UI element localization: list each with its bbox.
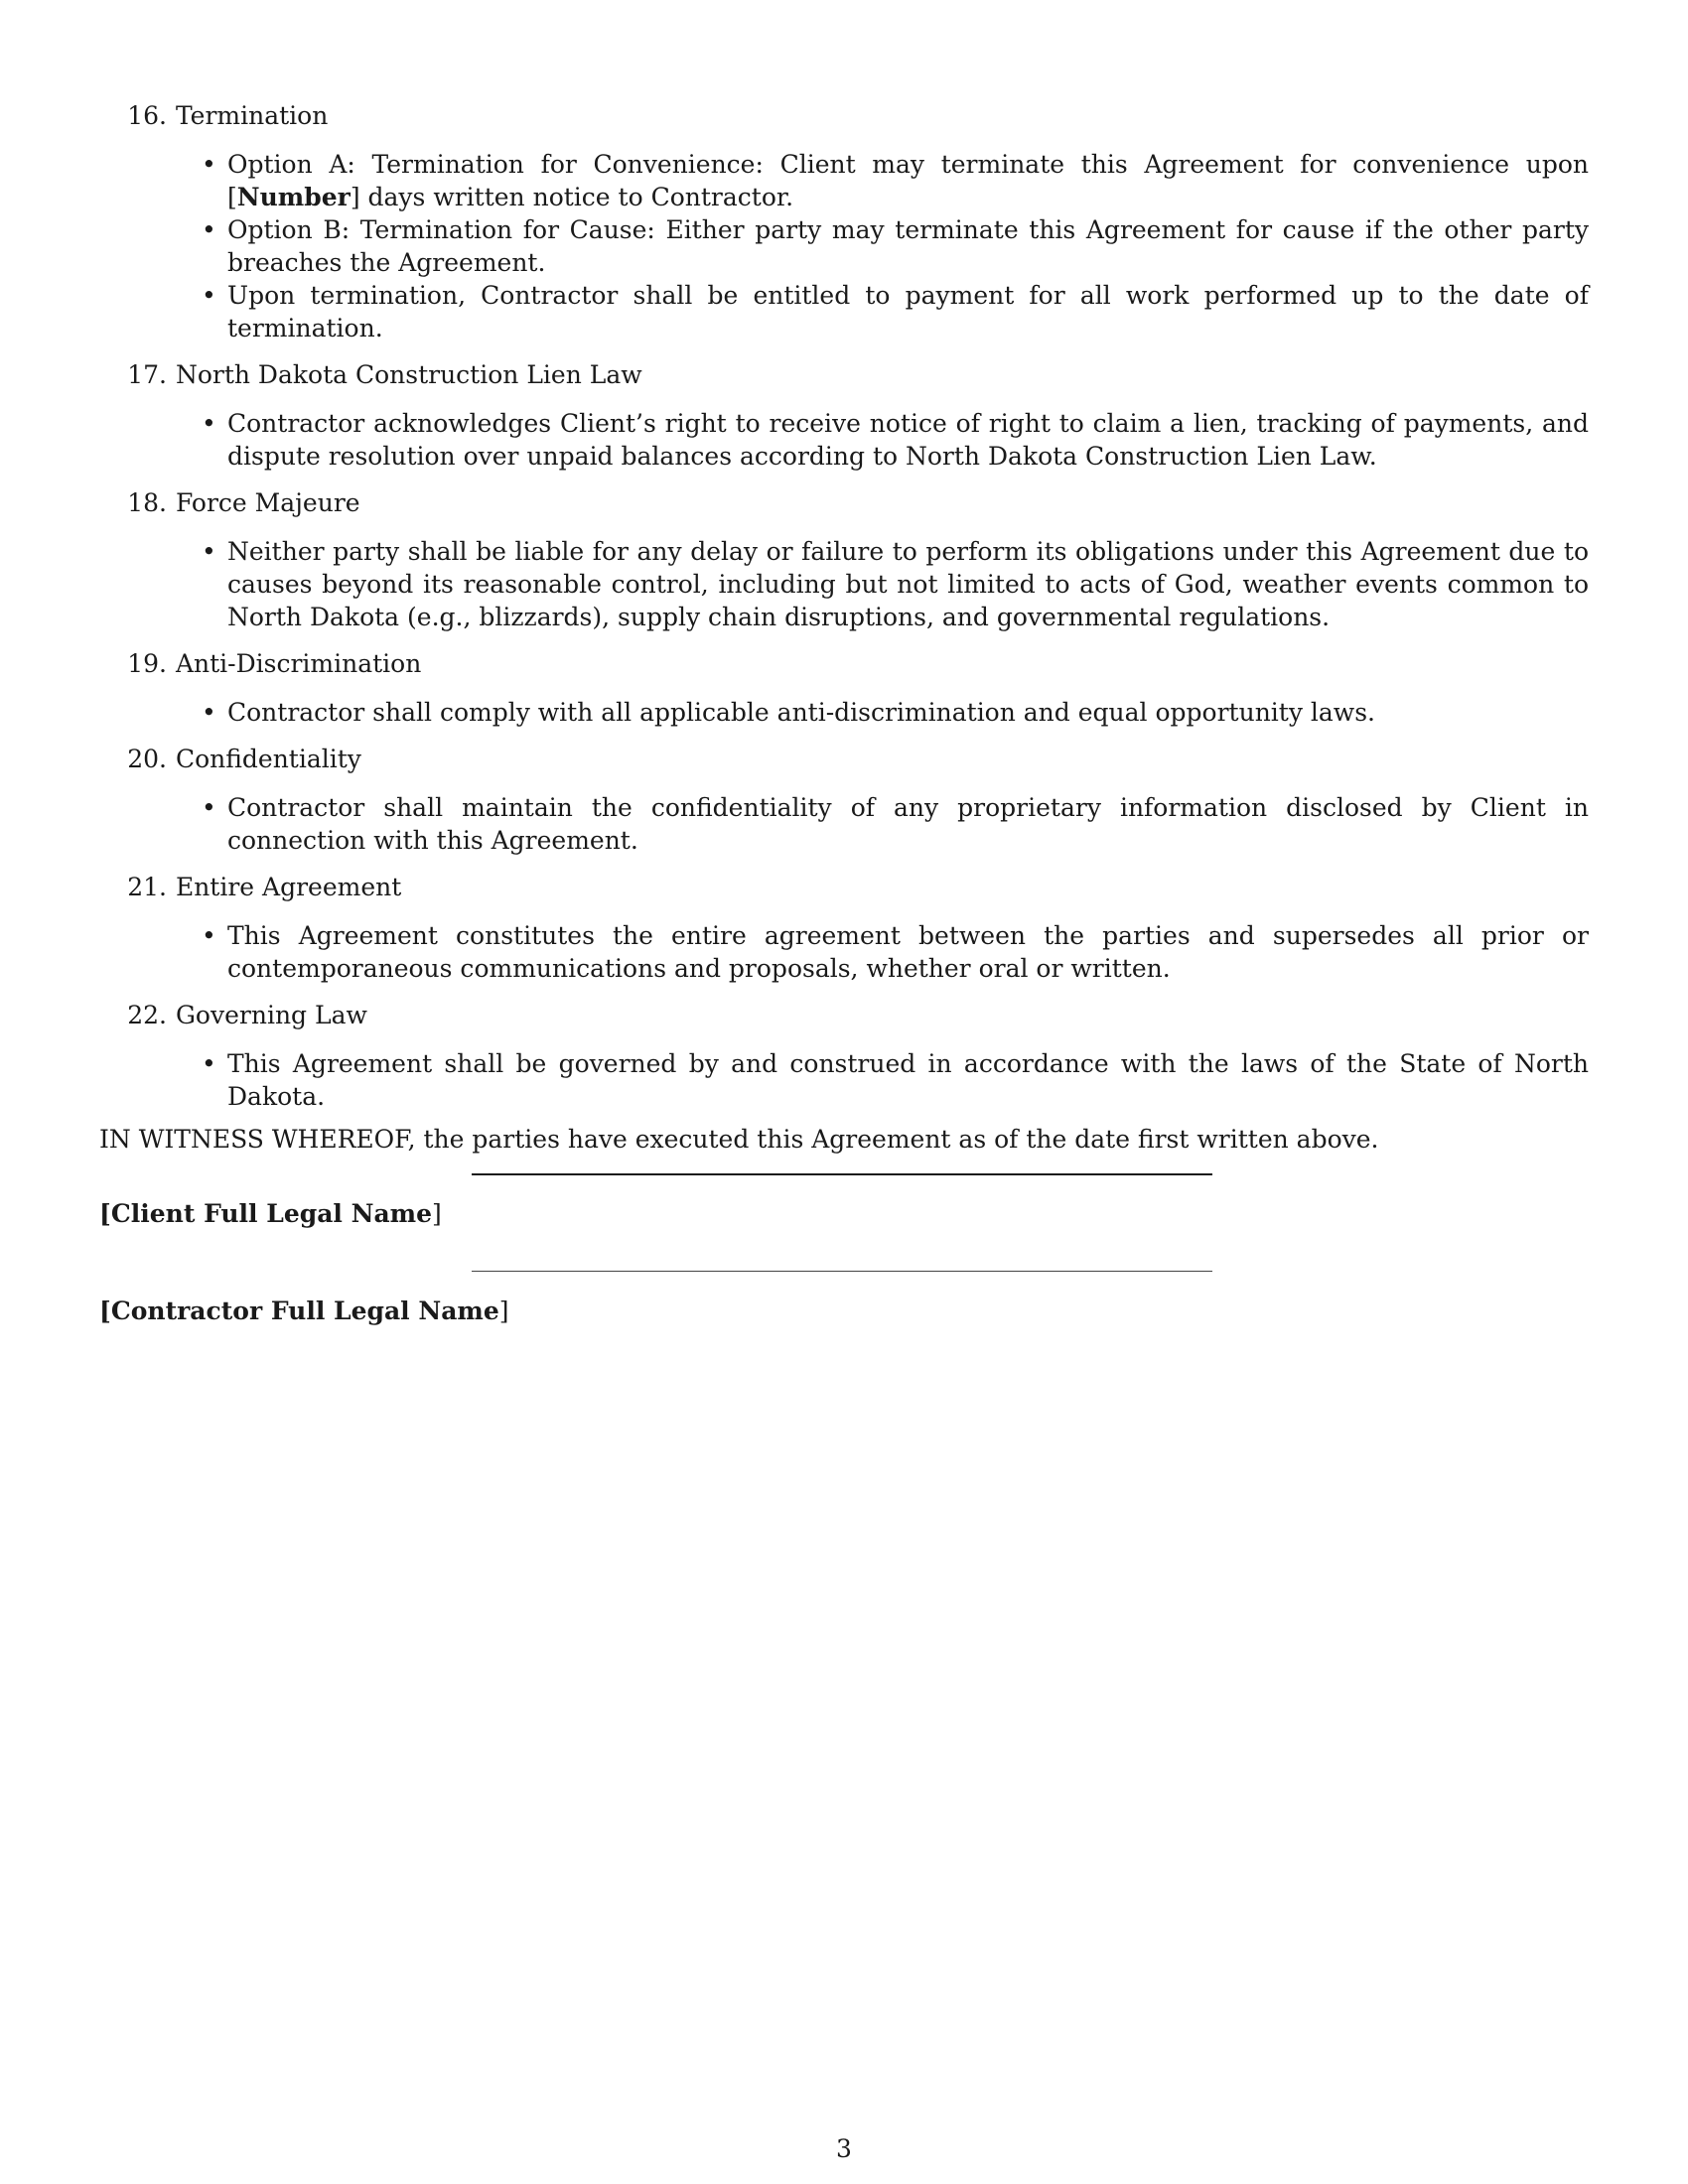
bullet-icon: • — [202, 537, 216, 566]
bullet-text: Contractor shall maintain the confidentiality of any proprietary information disclosed by Client in connection with this Agreement. — [227, 793, 1589, 855]
section-item — [99, 999, 1589, 1113]
bullet-icon: • — [202, 281, 216, 310]
contractor-signature-line — [472, 1271, 1212, 1272]
section-number: 17. — [127, 360, 167, 389]
bullet-list — [99, 696, 1589, 729]
bullet-item — [202, 919, 1589, 985]
bullet-text-continued: ] days written notice to Contractor. — [350, 183, 794, 211]
bullet-item — [202, 279, 1589, 344]
contractor-name-close-bracket: ] — [498, 1297, 509, 1325]
section-number: 16. — [127, 101, 167, 130]
section-number: 22. — [127, 1001, 167, 1029]
document-body — [99, 99, 1589, 1350]
bullet-item — [202, 148, 1589, 213]
bullet-item — [202, 791, 1589, 857]
contractor-name-open-bracket: [ — [99, 1297, 111, 1325]
section-heading — [99, 743, 1589, 775]
section-heading — [99, 358, 1589, 391]
bullet-item — [202, 696, 1589, 729]
bullet-icon: • — [202, 150, 216, 179]
bullet-icon: • — [202, 215, 216, 244]
bullet-list — [99, 791, 1589, 857]
section-item — [99, 743, 1589, 857]
bullet-item — [202, 213, 1589, 279]
bullet-icon: • — [202, 1049, 216, 1078]
bullet-icon: • — [202, 921, 216, 950]
bullet-text: Upon termination, Contractor shall be entitled to payment for all work performed up to the date of termination. — [227, 281, 1589, 342]
section-title: Termination — [175, 101, 329, 130]
bullet-item — [202, 535, 1589, 633]
section-list — [99, 99, 1589, 1113]
section-title: Entire Agreement — [175, 873, 402, 901]
section-heading — [99, 486, 1589, 519]
section-item — [99, 647, 1589, 729]
bullet-list — [99, 1047, 1589, 1113]
witness-statement: IN WITNESS WHEREOF, the parties have executed this Agreement as of the date first written above. — [99, 1125, 1379, 1154]
section-title: Force Majeure — [175, 488, 360, 517]
client-name-open-bracket: [ — [99, 1199, 111, 1228]
client-name-close-bracket: ] — [432, 1199, 442, 1228]
section-item — [99, 99, 1589, 344]
section-heading — [99, 999, 1589, 1031]
bullet-text: Contractor acknowledges Client’s right to receive notice of right to claim a lien, tracking of payments, and dispute resolution over unpaid balances according to North Dakota Construction Lien Law. — [227, 409, 1589, 471]
bullet-placeholder-bold: Number — [236, 183, 351, 211]
contractor-name — [99, 1295, 509, 1327]
section-item — [99, 358, 1589, 473]
section-number: 20. — [127, 745, 167, 773]
bullet-list — [99, 919, 1589, 985]
section-title: Confidentiality — [175, 745, 361, 773]
contractor-name-text: Contractor Full Legal Name — [110, 1297, 499, 1325]
section-title: Anti-Discrimination — [175, 649, 422, 678]
bullet-list — [99, 148, 1589, 344]
contractor-signature-block — [99, 1271, 1589, 1350]
bullet-text: Option A: Termination for Convenience: Client may terminate this Agreement for convenience upon [ — [227, 150, 1589, 211]
bullet-text: This Agreement constitutes the entire agreement between the parties and supersedes all prior or contemporaneous communications and proposals, whether oral or written. — [227, 921, 1589, 983]
bullet-text: Option B: Termination for Cause: Either party may terminate this Agreement for cause if the other party breaches the Agreement. — [227, 215, 1589, 277]
section-heading — [99, 871, 1589, 903]
client-name-text: Client Full Legal Name — [110, 1199, 433, 1228]
client-signature-block — [99, 1173, 1589, 1253]
bullet-icon: • — [202, 409, 216, 438]
section-number: 21. — [127, 873, 167, 901]
client-signature-line — [472, 1173, 1212, 1175]
section-item — [99, 871, 1589, 985]
bullet-icon: • — [202, 793, 216, 822]
bullet-item — [202, 1047, 1589, 1113]
section-heading — [99, 99, 1589, 132]
client-name — [99, 1197, 442, 1230]
page-number: 3 — [836, 2134, 852, 2163]
bullet-list — [99, 535, 1589, 633]
bullet-list — [99, 407, 1589, 473]
bullet-text: This Agreement shall be governed by and construed in accordance with the laws of the State of North Dakota. — [227, 1049, 1589, 1111]
bullet-icon: • — [202, 698, 216, 727]
section-title: Governing Law — [175, 1001, 367, 1029]
section-item — [99, 486, 1589, 633]
section-title: North Dakota Construction Lien Law — [175, 360, 642, 389]
section-heading — [99, 647, 1589, 680]
bullet-item — [202, 407, 1589, 473]
section-number: 19. — [127, 649, 167, 678]
bullet-text: Contractor shall comply with all applicable anti-discrimination and equal opportunity laws. — [227, 698, 1375, 727]
bullet-text: Neither party shall be liable for any delay or failure to perform its obligations under this Agreement due to causes beyond its reasonable control, including but not limited to acts of God, weather events common to North Dakota (e.g., blizzards), supply chain disruptions, and governmental regulations. — [227, 537, 1589, 631]
section-number: 18. — [127, 488, 167, 517]
